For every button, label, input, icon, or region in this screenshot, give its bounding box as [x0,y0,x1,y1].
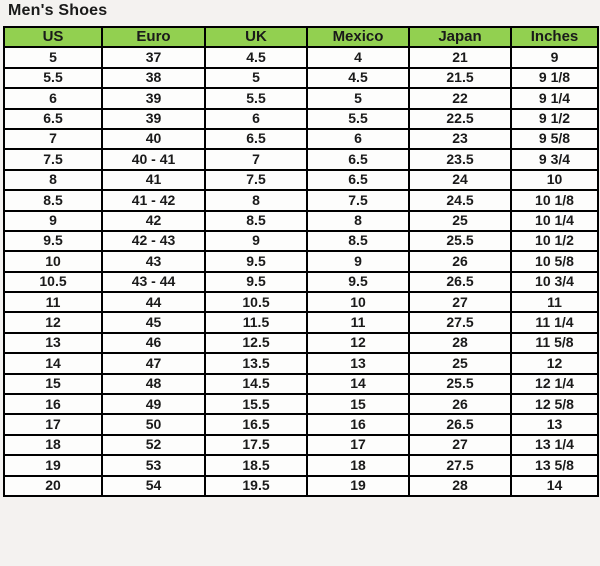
cell-us: 17 [4,414,102,434]
cell-japan: 25 [409,211,511,231]
cell-japan: 25 [409,353,511,373]
cell-euro: 41 - 42 [102,190,205,210]
cell-uk: 7.5 [205,170,307,190]
cell-mexico: 8.5 [307,231,409,251]
cell-mexico: 5 [307,88,409,108]
cell-us: 10.5 [4,272,102,292]
cell-us: 16 [4,394,102,414]
cell-euro: 52 [102,435,205,455]
cell-mexico: 12 [307,333,409,353]
table-row [4,109,598,129]
cell-japan: 26 [409,251,511,271]
header-row [4,27,598,47]
cell-japan: 24 [409,170,511,190]
cell-mexico: 15 [307,394,409,414]
cell-japan: 27.5 [409,312,511,332]
cell-mexico: 4 [307,47,409,67]
cell-us: 6.5 [4,109,102,129]
column-header-japan: Japan [409,27,511,47]
cell-euro: 42 [102,211,205,231]
cell-us: 12 [4,312,102,332]
cell-inches: 12 5/8 [511,394,598,414]
cell-mexico: 17 [307,435,409,455]
cell-euro: 43 - 44 [102,272,205,292]
table-row [4,353,598,373]
cell-us: 14 [4,353,102,373]
cell-japan: 24.5 [409,190,511,210]
cell-uk: 19.5 [205,476,307,496]
cell-us: 5.5 [4,68,102,88]
table-row [4,170,598,190]
cell-uk: 18.5 [205,455,307,475]
table-row [4,312,598,332]
cell-mexico: 6.5 [307,170,409,190]
cell-japan: 27 [409,292,511,312]
cell-uk: 17.5 [205,435,307,455]
cell-uk: 5 [205,68,307,88]
cell-uk: 7 [205,149,307,169]
cell-euro: 46 [102,333,205,353]
cell-us: 11 [4,292,102,312]
table-header [4,27,598,47]
cell-euro: 40 - 41 [102,149,205,169]
cell-mexico: 18 [307,455,409,475]
cell-japan: 23.5 [409,149,511,169]
cell-uk: 16.5 [205,414,307,434]
cell-euro: 43 [102,251,205,271]
cell-us: 15 [4,374,102,394]
table-row [4,129,598,149]
table-row [4,394,598,414]
cell-us: 5 [4,47,102,67]
cell-mexico: 9.5 [307,272,409,292]
column-header-mexico: Mexico [307,27,409,47]
cell-inches: 10 1/8 [511,190,598,210]
cell-japan: 27 [409,435,511,455]
cell-mexico: 6 [307,129,409,149]
table-row [4,68,598,88]
cell-uk: 8 [205,190,307,210]
column-header-euro: Euro [102,27,205,47]
cell-us: 19 [4,455,102,475]
cell-inches: 12 1/4 [511,374,598,394]
cell-us: 20 [4,476,102,496]
table-row [4,251,598,271]
cell-inches: 11 1/4 [511,312,598,332]
cell-uk: 5.5 [205,88,307,108]
table-row [4,211,598,231]
cell-euro: 50 [102,414,205,434]
cell-euro: 44 [102,292,205,312]
cell-japan: 21 [409,47,511,67]
cell-inches: 12 [511,353,598,373]
cell-inches: 10 5/8 [511,251,598,271]
cell-mexico: 4.5 [307,68,409,88]
cell-inches: 14 [511,476,598,496]
cell-inches: 9 5/8 [511,129,598,149]
cell-us: 9.5 [4,231,102,251]
cell-mexico: 9 [307,251,409,271]
cell-inches: 10 3/4 [511,272,598,292]
cell-uk: 14.5 [205,374,307,394]
cell-japan: 22 [409,88,511,108]
table-row [4,374,598,394]
cell-japan: 21.5 [409,68,511,88]
cell-mexico: 10 [307,292,409,312]
cell-mexico: 5.5 [307,109,409,129]
cell-uk: 9 [205,231,307,251]
cell-euro: 45 [102,312,205,332]
cell-euro: 53 [102,455,205,475]
cell-euro: 40 [102,129,205,149]
cell-japan: 23 [409,129,511,149]
table-row [4,149,598,169]
cell-us: 7.5 [4,149,102,169]
table-row [4,88,598,108]
cell-uk: 11.5 [205,312,307,332]
table-row [4,333,598,353]
cell-inches: 10 [511,170,598,190]
cell-uk: 6 [205,109,307,129]
cell-us: 7 [4,129,102,149]
cell-japan: 22.5 [409,109,511,129]
cell-us: 6 [4,88,102,108]
cell-japan: 28 [409,476,511,496]
cell-us: 9 [4,211,102,231]
cell-euro: 39 [102,109,205,129]
cell-uk: 13.5 [205,353,307,373]
cell-uk: 10.5 [205,292,307,312]
cell-euro: 54 [102,476,205,496]
cell-inches: 10 1/2 [511,231,598,251]
table-body [4,47,598,496]
cell-euro: 47 [102,353,205,373]
cell-uk: 4.5 [205,47,307,67]
table-row [4,272,598,292]
table-row [4,47,598,67]
cell-euro: 37 [102,47,205,67]
cell-uk: 9.5 [205,251,307,271]
table-row [4,190,598,210]
cell-mexico: 8 [307,211,409,231]
cell-euro: 38 [102,68,205,88]
page-title: Men's Shoes [8,2,108,19]
cell-inches: 11 [511,292,598,312]
cell-euro: 48 [102,374,205,394]
cell-us: 8 [4,170,102,190]
cell-mexico: 19 [307,476,409,496]
cell-uk: 6.5 [205,129,307,149]
table-row [4,455,598,475]
cell-japan: 28 [409,333,511,353]
cell-us: 10 [4,251,102,271]
cell-mexico: 7.5 [307,190,409,210]
cell-euro: 42 - 43 [102,231,205,251]
column-header-inches: Inches [511,27,598,47]
cell-uk: 12.5 [205,333,307,353]
cell-euro: 49 [102,394,205,414]
cell-inches: 10 1/4 [511,211,598,231]
table-row [4,414,598,434]
mens-shoes-size-table [3,26,599,497]
cell-inches: 9 3/4 [511,149,598,169]
cell-uk: 15.5 [205,394,307,414]
cell-inches: 13 5/8 [511,455,598,475]
cell-japan: 26.5 [409,272,511,292]
cell-euro: 41 [102,170,205,190]
cell-inches: 9 1/2 [511,109,598,129]
cell-mexico: 11 [307,312,409,332]
cell-us: 13 [4,333,102,353]
cell-us: 18 [4,435,102,455]
cell-inches: 9 1/8 [511,68,598,88]
cell-mexico: 6.5 [307,149,409,169]
cell-japan: 26 [409,394,511,414]
cell-mexico: 13 [307,353,409,373]
column-header-uk: UK [205,27,307,47]
cell-mexico: 14 [307,374,409,394]
table-row [4,435,598,455]
cell-japan: 27.5 [409,455,511,475]
cell-japan: 26.5 [409,414,511,434]
cell-inches: 9 1/4 [511,88,598,108]
cell-inches: 13 [511,414,598,434]
cell-japan: 25.5 [409,231,511,251]
cell-uk: 8.5 [205,211,307,231]
cell-inches: 9 [511,47,598,67]
cell-japan: 25.5 [409,374,511,394]
cell-us: 8.5 [4,190,102,210]
column-header-us: US [4,27,102,47]
cell-inches: 11 5/8 [511,333,598,353]
cell-euro: 39 [102,88,205,108]
cell-uk: 9.5 [205,272,307,292]
table-row [4,476,598,496]
cell-mexico: 16 [307,414,409,434]
table-row [4,292,598,312]
cell-inches: 13 1/4 [511,435,598,455]
table-row [4,231,598,251]
